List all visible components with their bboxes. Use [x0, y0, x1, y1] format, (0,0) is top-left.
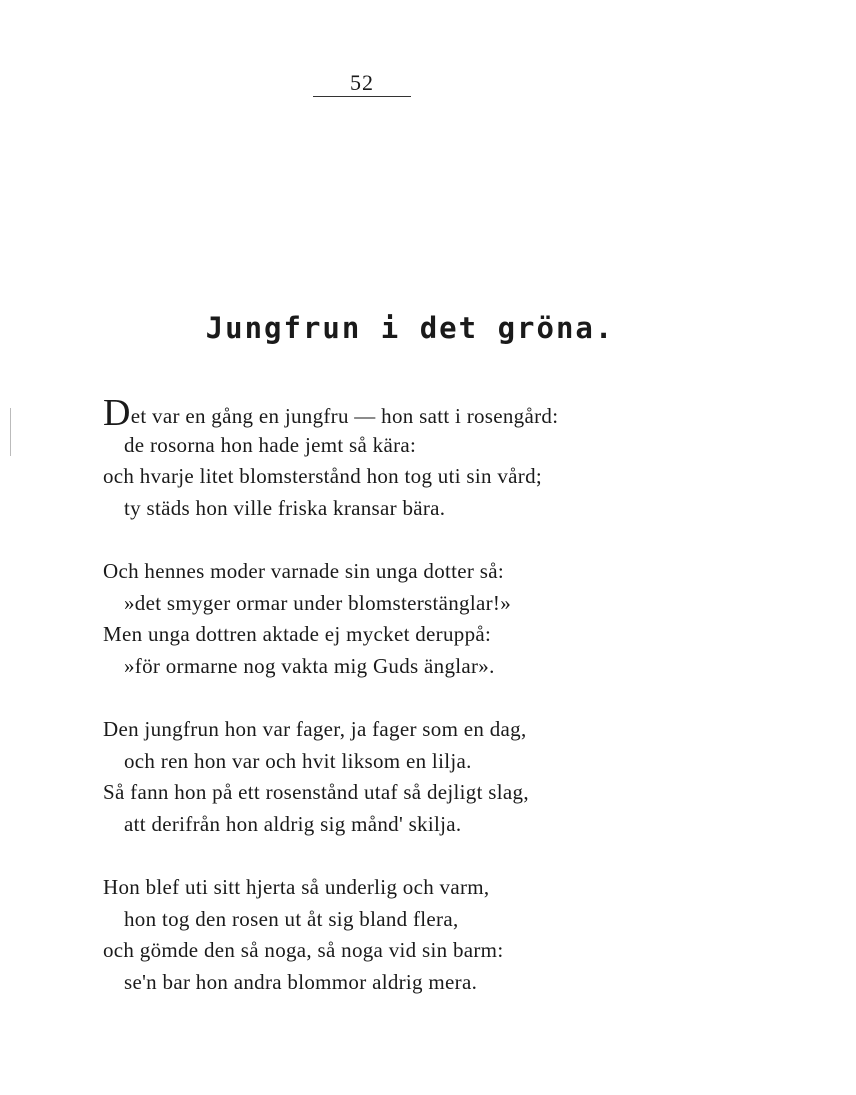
poem-line: och gömde den så noga, så noga vid sin barm:	[103, 938, 504, 962]
poem-line: och hvarje litet blomsterstånd hon tog uti sin vård;	[103, 464, 543, 488]
poem-line: »för ormarne nog vakta mig Guds änglar».	[124, 653, 495, 678]
poem-line: Hon blef uti sitt hjerta så underlig och varm,	[103, 875, 490, 899]
poem-body	[103, 392, 663, 1030]
stanza-2	[103, 556, 663, 682]
margin-mark	[10, 408, 11, 456]
poem-line: att derifrån hon aldrig sig månd' skilja.	[124, 811, 462, 836]
page-number: 52	[350, 70, 374, 95]
stanza-4	[103, 872, 663, 998]
poem-line: »det smyger ormar under blomsterstänglar!»	[124, 590, 511, 615]
poem-line: Så fann hon på ett rosenstånd utaf så dejligt slag,	[103, 780, 529, 804]
poem-line: Den jungfrun hon var fager, ja fager som en dag,	[103, 717, 527, 741]
poem-line: hon tog den rosen ut åt sig bland flera,	[124, 906, 459, 931]
header-rule	[313, 96, 411, 97]
poem-line: Men unga dottren aktade ej mycket deruppå:	[103, 622, 492, 646]
poem-title: Jungfrun i det gröna.	[205, 311, 615, 345]
poem-line: de rosorna hon hade jemt så kära:	[124, 432, 417, 457]
poem-line: Och hennes moder varnade sin unga dotter så:	[103, 559, 504, 583]
poem-line: ty städs hon ville friska kransar bära.	[124, 495, 446, 520]
poem-line: se'n bar hon andra blommor aldrig mera.	[124, 969, 478, 994]
stanza-1	[103, 392, 663, 524]
poem-line: och ren hon var och hvit liksom en lilja.	[124, 748, 472, 773]
stanza-3	[103, 714, 663, 840]
poem-line	[103, 392, 663, 434]
poem-line-text: et var en gång en jungfru — hon satt i rosengård:	[130, 404, 559, 428]
drop-cap: D	[103, 392, 131, 434]
